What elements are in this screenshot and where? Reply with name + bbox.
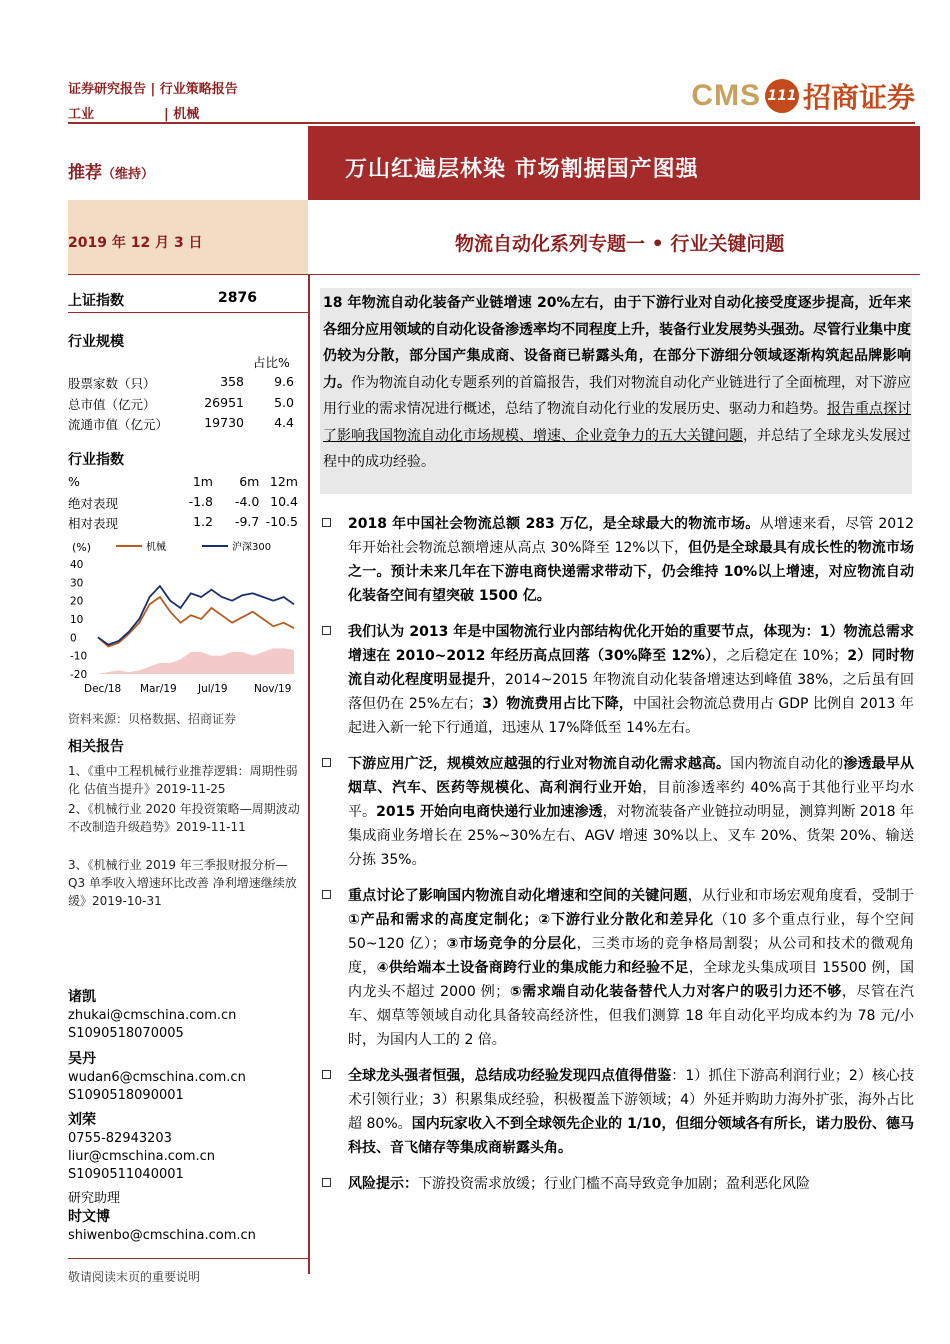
index-label: 上证指数 [68,293,124,309]
perf-row-12m: -10.5 [265,514,298,529]
bullet-bold: 3）物流费用占比下降， [482,696,633,712]
bullet-item [318,1064,914,1160]
report-subtitle: 物流自动化系列专题一 • 行业关键问题 [455,233,785,255]
sector-label: | 机械 [164,107,200,122]
logo-badge-icon: 111 [765,79,799,113]
related-heading: 相关报告 [68,739,124,755]
scale-row-name: 总市值（亿元） [68,397,156,412]
checkbox-icon [322,758,331,767]
scale-row-value: 26951 [204,395,244,410]
analyst-email[interactable]: wudan6@cmschina.com.cn [68,1070,246,1085]
bullet-item [318,884,914,1052]
perf-row [68,514,298,532]
scale-row-value: 19730 [204,415,244,430]
checkbox-icon [322,518,331,527]
chart-area [98,648,294,674]
chart-xticks [84,683,291,695]
index-rule [68,312,308,313]
bullet-text: 国内物流自动化的 [730,756,844,772]
bullet-text: 中国社会物流总费用占 GDP 比例自 2013 年起进入新一轮下行通道，迅速从 17%降低至 14%左右。 [348,696,914,736]
related-report-1[interactable]: 1、《重中工程机械行业推荐逻辑：周期性弱化 估值当提升》2019-11-25 [68,764,298,796]
logo-cn-text: 招商证券 [802,81,915,114]
research-assistant [68,1190,256,1245]
perf-row [68,494,298,512]
y-tick-label: -10 [70,650,88,663]
report-date: 2019 年 12 月 3 日 [68,235,203,251]
x-tick-label: Jul/19 [198,683,228,695]
bullet-bold: 2018 年中国社会物流总额 283 万亿，是全球最大的物流市场。 [348,516,760,532]
bullet-bold: 但仍是全球最具有成长性的物流市场之一。预计未来几年在下游电商快递需求带动下，仍会维持 10%以上增速，对应物流自动化装备空间有望突破 1500 亿。 [348,540,914,604]
summary-normal-2: ，并总结了全球龙头发展过程中的成功经验。 [323,427,911,470]
summary-bold: 18 年物流自动化装备产业链增速 20%左右，由于下游行业对自动化接受度逐步提高，近年来各细分应用领域的自动化设备渗透率均不同程度上升，装备行业发展势头强劲。尽管行业集中度仍较为分散，部分国产集成商、设备商已崭露头角，在部分下游细分领域逐渐构筑起品牌影响力。 [323,295,911,391]
bullet-bold: 2）同时物流自动化程度明显提升 [348,648,914,688]
perf-row-name: 绝对表现 [68,496,119,511]
checkbox-icon [322,1178,331,1187]
logo-cms-text: CMS [691,79,761,112]
related-report-3[interactable]: 3、《机械行业 2019 年三季报财报分析—Q3 单季收入增速环比改善 净利增速继续放缓》2019-10-31 [68,858,297,908]
assistant-email[interactable]: shiwenbo@cmschina.com.cn [68,1228,256,1243]
perf-row-name: 相对表现 [68,516,119,531]
scale-row-value: 358 [220,374,244,389]
column-divider [308,274,310,1274]
bullet-text: ，三类市场的竞争格局割裂；从公司和技术的微观角度， [348,936,915,976]
related-report-2[interactable]: 2、《机械行业 2020 年投资策略—周期波动不改制造升级趋势》2019-11-11 [68,802,300,834]
y-tick-label: 30 [70,577,84,590]
bullet-text: ，对物流装备产业链拉动明显，测算判断 2018 年集成商业务增长在 25%~30%左右、AGV 增速 30%以上、叉车 20%、货架 20%、输送分拣 35%。 [348,804,915,868]
bullet-bold: 全球龙头强者恒强，总结成功经验发现四点值得借鉴 [348,1068,672,1084]
bullet-bold: 下游应用广泛，规模效应越强的行业对物流自动化需求越高。 [348,756,731,772]
performance-chart [68,536,300,696]
perf-row-6m: -9.7 [234,514,260,529]
analyst-1 [68,988,236,1043]
bullet-bold: 风险提示： [348,1176,418,1192]
scale-row [68,415,298,433]
bullet-text: ，尽管在汽车、烟草等领域自动化具备较高经济性，但我们测算 18 年自动化平均成本约为 78 元/小时，为国内人工的 2 倍。 [348,984,915,1048]
analyst-3 [68,1111,215,1184]
chart-source: 资料来源：贝格数据、招商证券 [68,712,237,726]
scale-row [68,395,298,413]
bullet-text: ，从行业和市场宏观角度看，受制于 [687,888,915,904]
cms-logo [691,76,915,116]
analyst-email[interactable]: liur@cmschina.com.cn [68,1149,216,1164]
bullet-bold: ⑤需求端自动化装备替代人力对客户的吸引力还不够 [509,984,842,1000]
bullet-text: ，目前渗透率约 40%高于其他行业平均水平。 [348,780,914,820]
bullet-bold: 重点讨论了影响国内物流自动化增速和空间的关键问题 [348,888,688,904]
bullet-bold: ①产品和需求的高度定制化；②下游行业分散化和差异化 [348,912,714,928]
analyst-name: 诸凯 [68,989,96,1005]
bullet-list [318,512,914,1208]
checkbox-icon [322,890,331,899]
summary-text [323,290,911,476]
bullet-bold: 我们认为 2013 年是中国物流行业内部结构优化开始的重要节点，体现为：1）物流总需求增速在 2010~2012 年经历高点回落（30%降至 12%） [348,624,914,664]
scale-row-name: 股票家数（只） [68,376,156,391]
scale-row-name: 流通市值（亿元） [68,417,169,432]
y-tick-label: -20 [70,669,88,681]
perf-header-unit: % [68,474,80,489]
bullet-bold: ③市场竞争的分层化 [445,936,577,952]
bullet-bold: ④供给端本土设备商跨行业的集成能力和经验不足 [376,960,689,976]
assistant-role: 研究助理 [68,1191,121,1206]
chart-ylabel: (%) [72,541,92,554]
scale-col-header: 占比% [253,355,290,370]
assistant-name: 时文博 [68,1209,110,1225]
perf-header-12m: 12m [269,474,298,489]
bullet-item [318,512,914,608]
bullet-bold: 国内玩家收入不到全球领先企业的 1/10，但细分领域各有所长，诺力股份、德马科技、音飞储存等集成商崭露头角。 [348,1116,914,1156]
perf-heading: 行业指数 [68,452,124,468]
summary-normal: 作为物流自动化专题系列的首篇报告，我们对物流自动化产业链进行了全面梳理，对下游应用行业的需求情况进行概述，总结了物流自动化行业的发展历史、驱动力和趋势。 [323,374,911,417]
legend-label: 沪深300 [232,542,272,553]
report-title: 万山红遍层林染 市场割据国产图强 [345,157,699,182]
analyst-email[interactable]: zhukai@cmschina.com.cn [68,1008,237,1023]
rating [68,158,154,183]
series-line [98,597,294,647]
scale-heading: 行业规模 [68,334,124,350]
analyst-2 [68,1050,246,1105]
perf-header [68,474,298,489]
bullet-text: ，之后稳定在 10%； [712,648,848,664]
industry-line [68,103,199,122]
summary-underline: 报告重点探讨了影响我国物流自动化市场规模、增速、企业竞争力的五大关键问题 [323,401,911,444]
scale-row-pct: 9.6 [274,374,294,389]
bullet-bold: 渗透最早从烟草、汽车、医药等规模化、高利润行业开始 [348,756,915,796]
x-tick-label: Dec/18 [84,683,122,695]
relative-area [98,648,294,674]
bullet-text: ：1）抓住下游高利润行业；2）核心技术引领行业；3）积累集成经验，积极覆盖下游领域；4）外延并购助力海外扩张，海外占比超 80%。 [348,1068,914,1132]
bullet-text: （10 多个重点行业，每个空间 50~120 亿）； [348,912,914,952]
analyst-id: S1090518090001 [68,1088,184,1103]
perf-row-1m: -1.8 [188,494,213,509]
perf-header-6m: 6m [239,474,260,489]
bullet-item [318,1172,914,1196]
x-tick-label: Nov/19 [254,683,292,695]
y-tick-label: 20 [70,595,84,608]
rating-note: （维持） [102,167,155,182]
footer-rule [68,1258,308,1259]
checkbox-icon [322,1070,331,1079]
y-tick-label: 0 [70,632,77,645]
bullet-text: 下游投资需求放缓；行业门槛不高导致竞争加剧；盈利恶化风险 [418,1176,810,1192]
report-type: 证券研究报告 | 行业策略报告 [68,82,238,97]
analyst-name: 吴丹 [68,1051,96,1067]
bullet-bold: 2015 开始向电商快递行业加速渗透 [376,804,603,820]
perf-header-1m: 1m [192,474,213,489]
analyst-name: 刘荣 [68,1112,96,1128]
footer-note: 敬请阅读末页的重要说明 [68,1270,201,1284]
analyst-id: S1090518070005 [68,1026,184,1041]
rating-label: 推荐 [68,163,102,183]
index-value: 2876 [218,290,257,306]
checkbox-icon [322,626,331,635]
legend-label: 机械 [146,542,166,553]
y-tick-label: 40 [70,559,84,571]
scale-row [68,374,298,392]
perf-row-1m: 1.2 [193,514,213,529]
x-tick-label: Mar/19 [140,683,177,695]
chart-legend [116,540,271,553]
perf-row-12m: 10.4 [270,494,298,509]
analyst-id: S1090511040001 [68,1167,184,1182]
scale-row-pct: 4.4 [274,415,294,430]
scale-row-pct: 5.0 [274,395,294,410]
chart-lines [98,586,294,647]
bullet-text: 从增速来看，尽管 2012 年开始社会物流总额增速从高点 30%降至 12%以下， [348,516,914,556]
date-rule [68,274,920,275]
bullet-text: ，2014~2015 年物流自动化装备增速达到峰值 38%，之后虽有回落但仍在 25%左右； [348,672,915,712]
bullet-text: ，全球龙头集成项目 15500 例，国内龙头不超过 2000 例； [348,960,915,1000]
chart-yticks [70,559,87,681]
perf-row-6m: -4.0 [234,494,260,509]
bullet-item [318,752,914,872]
bullet-item [318,620,914,740]
header-rule [68,122,915,124]
y-tick-label: 10 [70,614,84,626]
industry-label: 工业 [68,107,95,122]
analyst-phone: 0755-82943203 [68,1131,172,1146]
